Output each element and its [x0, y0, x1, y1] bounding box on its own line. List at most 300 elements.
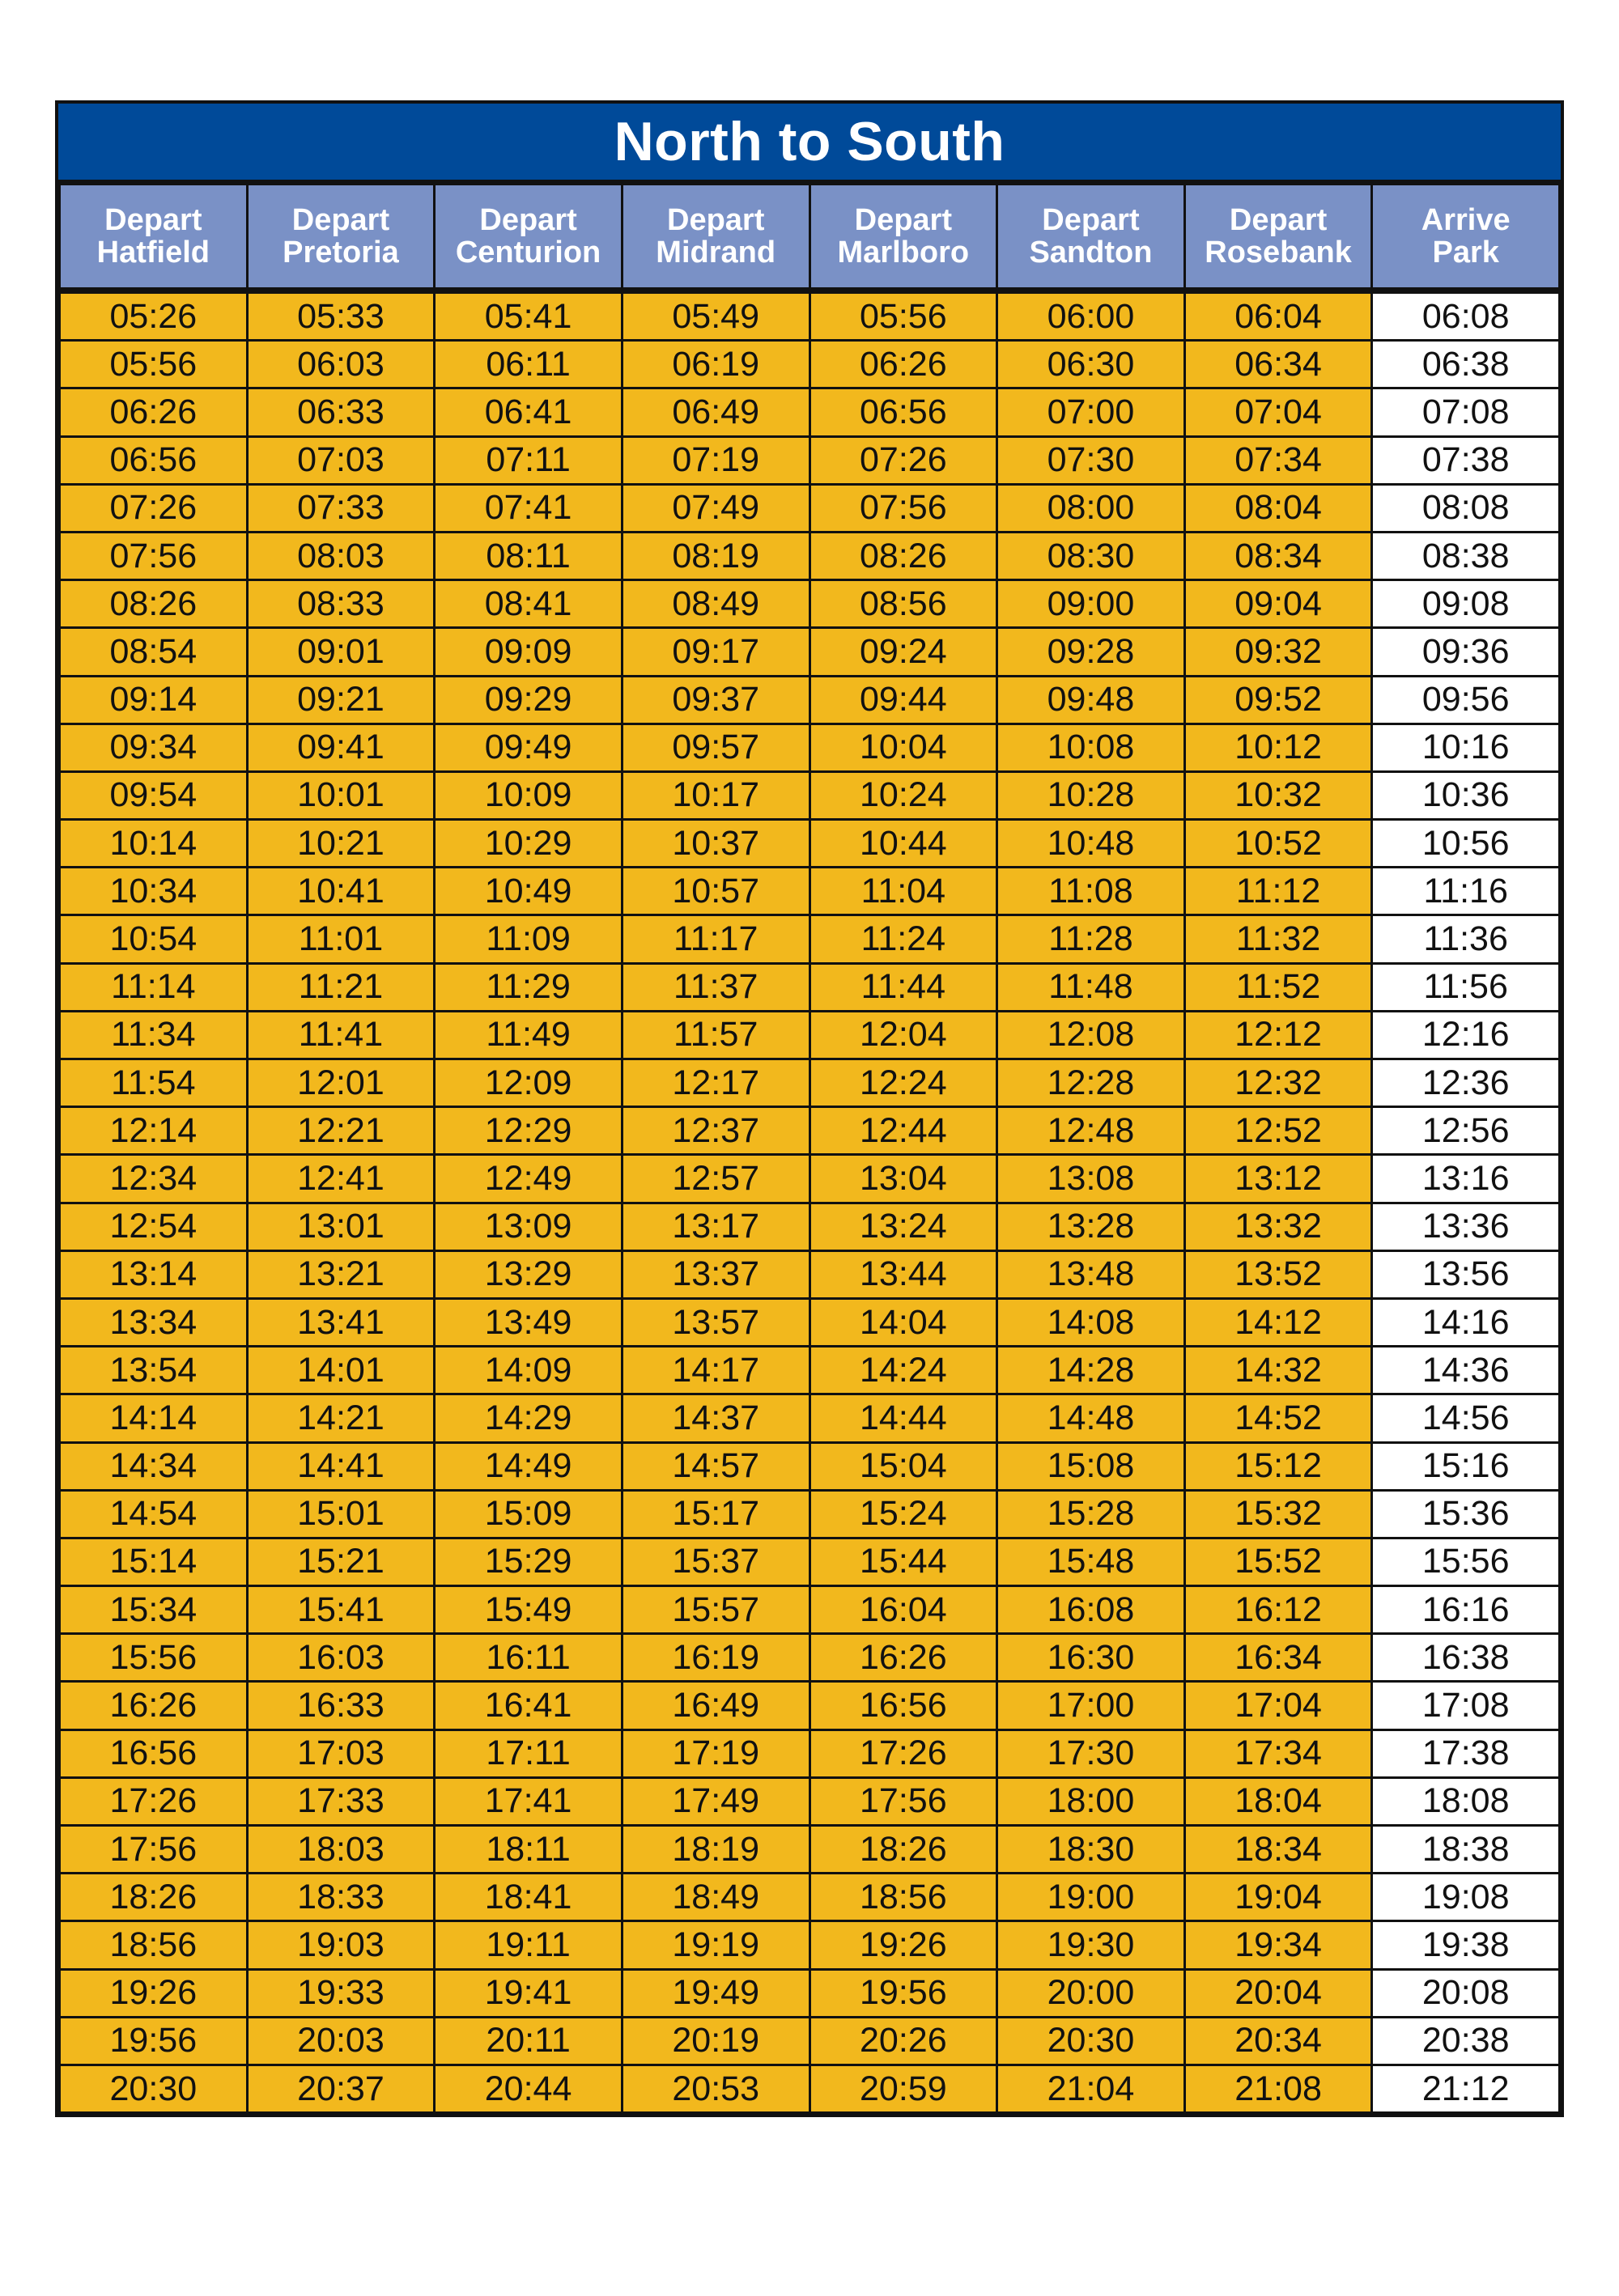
departure-time-cell: 19:26	[810, 1921, 997, 1969]
table-row	[60, 1969, 1560, 2017]
departure-time-cell: 09:37	[622, 676, 810, 724]
departure-time-cell: 15:48	[997, 1538, 1185, 1585]
departure-time-cell: 15:56	[60, 1634, 248, 1682]
departure-time-cell: 11:09	[435, 915, 623, 963]
arrival-time-cell: 15:16	[1372, 1442, 1560, 1490]
departure-time-cell: 13:32	[1184, 1203, 1372, 1250]
departure-time-cell: 11:48	[997, 963, 1185, 1011]
departure-time-cell: 17:41	[435, 1777, 623, 1825]
departure-time-cell: 12:14	[60, 1107, 248, 1155]
departure-time-cell: 11:52	[1184, 963, 1372, 1011]
departure-time-cell: 18:49	[622, 1874, 810, 1921]
departure-time-cell: 10:49	[435, 868, 623, 915]
arrival-time-cell: 15:56	[1372, 1538, 1560, 1585]
table-row	[60, 915, 1560, 963]
arrival-time-cell: 07:08	[1372, 388, 1560, 436]
departure-time-cell: 14:52	[1184, 1394, 1372, 1442]
table-row	[60, 580, 1560, 628]
departure-time-cell: 11:37	[622, 963, 810, 1011]
departure-time-cell: 18:41	[435, 1874, 623, 1921]
table-row	[60, 1059, 1560, 1107]
timetable-title: North to South	[58, 104, 1561, 183]
departure-time-cell: 11:01	[247, 915, 435, 963]
departure-time-cell: 20:26	[810, 2017, 997, 2065]
departure-time-cell: 09:44	[810, 676, 997, 724]
departure-time-cell: 13:49	[435, 1298, 623, 1346]
departure-time-cell: 16:03	[247, 1634, 435, 1682]
departure-time-cell: 13:08	[997, 1155, 1185, 1203]
departure-time-cell: 08:04	[1184, 484, 1372, 532]
departure-time-cell: 17:26	[60, 1777, 248, 1825]
departure-time-cell: 14:12	[1184, 1298, 1372, 1346]
departure-time-cell: 12:34	[60, 1155, 248, 1203]
departure-time-cell: 10:54	[60, 915, 248, 963]
table-row	[60, 1442, 1560, 1490]
table-row	[60, 484, 1560, 532]
departure-time-cell: 10:08	[997, 724, 1185, 771]
departure-time-cell: 16:19	[622, 1634, 810, 1682]
departure-time-cell: 08:54	[60, 628, 248, 676]
departure-time-cell: 09:17	[622, 628, 810, 676]
departure-time-cell: 12:21	[247, 1107, 435, 1155]
departure-time-cell: 10:48	[997, 820, 1185, 868]
departure-time-cell: 11:54	[60, 1059, 248, 1107]
departure-time-cell: 20:11	[435, 2017, 623, 2065]
departure-time-cell: 10:14	[60, 820, 248, 868]
departure-time-cell: 19:33	[247, 1969, 435, 2017]
arrival-time-cell: 12:36	[1372, 1059, 1560, 1107]
departure-time-cell: 19:03	[247, 1921, 435, 1969]
departure-time-cell: 17:30	[997, 1729, 1185, 1777]
departure-time-cell: 12:57	[622, 1155, 810, 1203]
table-row	[60, 771, 1560, 819]
departure-time-cell: 20:00	[997, 1969, 1185, 2017]
departure-time-cell: 09:00	[997, 580, 1185, 628]
departure-time-cell: 07:49	[622, 484, 810, 532]
arrival-time-cell: 21:12	[1372, 2065, 1560, 2112]
table-row	[60, 341, 1560, 388]
departure-time-cell: 09:57	[622, 724, 810, 771]
departure-time-cell: 05:41	[435, 291, 623, 341]
departure-time-cell: 18:56	[60, 1921, 248, 1969]
departure-time-cell: 10:37	[622, 820, 810, 868]
table-row	[60, 820, 1560, 868]
arrival-time-cell: 13:16	[1372, 1155, 1560, 1203]
departure-time-cell: 06:26	[60, 388, 248, 436]
departure-time-cell: 13:57	[622, 1298, 810, 1346]
departure-time-cell: 14:24	[810, 1347, 997, 1394]
departure-time-cell: 13:09	[435, 1203, 623, 1250]
departure-time-cell: 19:30	[997, 1921, 1185, 1969]
departure-time-cell: 16:41	[435, 1682, 623, 1729]
departure-time-cell: 19:26	[60, 1969, 248, 2017]
table-row	[60, 628, 1560, 676]
departure-time-cell: 10:04	[810, 724, 997, 771]
departure-time-cell: 15:14	[60, 1538, 248, 1585]
departure-time-cell: 16:08	[997, 1586, 1185, 1634]
departure-time-cell: 09:41	[247, 724, 435, 771]
departure-time-cell: 07:30	[997, 436, 1185, 484]
departure-time-cell: 10:12	[1184, 724, 1372, 771]
departure-time-cell: 13:37	[622, 1250, 810, 1298]
departure-time-cell: 12:48	[997, 1107, 1185, 1155]
arrival-time-cell: 19:38	[1372, 1921, 1560, 1969]
departure-time-cell: 20:34	[1184, 2017, 1372, 2065]
departure-time-cell: 11:49	[435, 1011, 623, 1059]
departure-time-cell: 08:56	[810, 580, 997, 628]
departure-time-cell: 19:19	[622, 1921, 810, 1969]
departure-time-cell: 07:19	[622, 436, 810, 484]
departure-time-cell: 06:03	[247, 341, 435, 388]
arrival-time-cell: 10:16	[1372, 724, 1560, 771]
arrival-time-cell: 17:08	[1372, 1682, 1560, 1729]
departure-time-cell: 21:08	[1184, 2065, 1372, 2112]
table-row	[60, 1250, 1560, 1298]
arrival-time-cell: 20:38	[1372, 2017, 1560, 2065]
departure-time-cell: 16:33	[247, 1682, 435, 1729]
departure-time-cell: 16:04	[810, 1586, 997, 1634]
departure-time-cell: 14:09	[435, 1347, 623, 1394]
departure-time-cell: 05:56	[60, 341, 248, 388]
table-row	[60, 1107, 1560, 1155]
arrival-time-cell: 20:08	[1372, 1969, 1560, 2017]
departure-time-cell: 09:04	[1184, 580, 1372, 628]
arrival-time-cell: 16:38	[1372, 1634, 1560, 1682]
departure-time-cell: 12:17	[622, 1059, 810, 1107]
table-row	[60, 676, 1560, 724]
table-row	[60, 291, 1560, 341]
departure-time-cell: 17:26	[810, 1729, 997, 1777]
departure-time-cell: 16:11	[435, 1634, 623, 1682]
column-header-line1: Depart	[479, 203, 577, 237]
departure-time-cell: 17:11	[435, 1729, 623, 1777]
departure-time-cell: 14:01	[247, 1347, 435, 1394]
departure-time-cell: 15:04	[810, 1442, 997, 1490]
departure-time-cell: 07:56	[810, 484, 997, 532]
table-row	[60, 436, 1560, 484]
departure-time-cell: 09:32	[1184, 628, 1372, 676]
arrival-time-cell: 18:38	[1372, 1826, 1560, 1874]
departure-time-cell: 17:00	[997, 1682, 1185, 1729]
departure-time-cell: 12:12	[1184, 1011, 1372, 1059]
departure-time-cell: 17:19	[622, 1729, 810, 1777]
departure-time-cell: 12:09	[435, 1059, 623, 1107]
departure-time-cell: 19:11	[435, 1921, 623, 1969]
departure-time-cell: 18:11	[435, 1826, 623, 1874]
departure-time-cell: 15:24	[810, 1490, 997, 1538]
departure-time-cell: 13:54	[60, 1347, 248, 1394]
table-row	[60, 1490, 1560, 1538]
departure-time-cell: 05:33	[247, 291, 435, 341]
departure-time-cell: 18:34	[1184, 1826, 1372, 1874]
departure-time-cell: 16:30	[997, 1634, 1185, 1682]
departure-time-cell: 06:19	[622, 341, 810, 388]
table-row	[60, 724, 1560, 771]
departure-time-cell: 06:41	[435, 388, 623, 436]
table-row	[60, 1586, 1560, 1634]
departure-time-cell: 13:29	[435, 1250, 623, 1298]
table-row	[60, 1203, 1560, 1250]
departure-time-cell: 13:12	[1184, 1155, 1372, 1203]
departure-time-cell: 19:49	[622, 1969, 810, 2017]
table-row	[60, 2017, 1560, 2065]
timetable	[55, 100, 1564, 2117]
table-row	[60, 963, 1560, 1011]
arrival-time-cell: 09:36	[1372, 628, 1560, 676]
departure-time-cell: 06:11	[435, 341, 623, 388]
arrival-time-cell: 17:38	[1372, 1729, 1560, 1777]
header-row	[60, 185, 1560, 291]
departure-time-cell: 14:54	[60, 1490, 248, 1538]
departure-time-cell: 10:44	[810, 820, 997, 868]
departure-time-cell: 07:41	[435, 484, 623, 532]
departure-time-cell: 08:11	[435, 532, 623, 579]
departure-time-cell: 18:19	[622, 1826, 810, 1874]
departure-time-cell: 17:56	[810, 1777, 997, 1825]
column-header-line2: Park	[1432, 236, 1499, 269]
departure-time-cell: 06:49	[622, 388, 810, 436]
departure-time-cell: 20:30	[60, 2065, 248, 2112]
departure-time-cell: 12:28	[997, 1059, 1185, 1107]
column-header-line1: Depart	[1229, 203, 1328, 237]
column-header-line2: Marlboro	[837, 236, 970, 269]
arrival-time-cell: 11:16	[1372, 868, 1560, 915]
departure-time-cell: 08:26	[60, 580, 248, 628]
departure-time-cell: 20:30	[997, 2017, 1185, 2065]
departure-time-cell: 08:19	[622, 532, 810, 579]
departure-time-cell: 11:24	[810, 915, 997, 963]
departure-time-cell: 06:56	[60, 436, 248, 484]
departure-time-cell: 13:44	[810, 1250, 997, 1298]
departure-time-cell: 08:26	[810, 532, 997, 579]
departure-time-cell: 14:57	[622, 1442, 810, 1490]
departure-time-cell: 14:14	[60, 1394, 248, 1442]
departure-time-cell: 12:52	[1184, 1107, 1372, 1155]
column-header-line1: Depart	[291, 203, 390, 237]
arrival-time-cell: 19:08	[1372, 1874, 1560, 1921]
table-row	[60, 1634, 1560, 1682]
departure-time-cell: 15:37	[622, 1538, 810, 1585]
departure-time-cell: 18:33	[247, 1874, 435, 1921]
column-header	[1372, 185, 1560, 291]
departure-time-cell: 14:04	[810, 1298, 997, 1346]
departure-time-cell: 06:34	[1184, 341, 1372, 388]
departure-time-cell: 11:17	[622, 915, 810, 963]
departure-time-cell: 20:53	[622, 2065, 810, 2112]
departure-time-cell: 08:33	[247, 580, 435, 628]
departure-time-cell: 19:41	[435, 1969, 623, 2017]
column-header-line1: Arrive	[1421, 203, 1511, 237]
column-header-line2: Centurion	[455, 236, 601, 269]
departure-time-cell: 14:44	[810, 1394, 997, 1442]
departure-time-cell: 13:52	[1184, 1250, 1372, 1298]
departure-time-cell: 12:01	[247, 1059, 435, 1107]
departure-time-cell: 17:03	[247, 1729, 435, 1777]
departure-time-cell: 17:56	[60, 1826, 248, 1874]
departure-time-cell: 13:01	[247, 1203, 435, 1250]
table-row	[60, 388, 1560, 436]
departure-time-cell: 08:00	[997, 484, 1185, 532]
departure-time-cell: 10:28	[997, 771, 1185, 819]
departure-time-cell: 09:09	[435, 628, 623, 676]
departure-time-cell: 11:08	[997, 868, 1185, 915]
departure-time-cell: 13:24	[810, 1203, 997, 1250]
arrival-time-cell: 14:56	[1372, 1394, 1560, 1442]
table-header	[60, 185, 1560, 291]
arrival-time-cell: 06:38	[1372, 341, 1560, 388]
departure-time-cell: 07:33	[247, 484, 435, 532]
departure-time-cell: 13:04	[810, 1155, 997, 1203]
departure-time-cell: 14:28	[997, 1347, 1185, 1394]
departure-time-cell: 13:17	[622, 1203, 810, 1250]
arrival-time-cell: 15:36	[1372, 1490, 1560, 1538]
departure-time-cell: 07:11	[435, 436, 623, 484]
departure-time-cell: 10:57	[622, 868, 810, 915]
table-row	[60, 532, 1560, 579]
column-header	[435, 185, 623, 291]
departure-time-cell: 15:44	[810, 1538, 997, 1585]
departure-time-cell: 11:34	[60, 1011, 248, 1059]
departure-time-cell: 12:54	[60, 1203, 248, 1250]
table-row	[60, 1826, 1560, 1874]
column-header-line2: Rosebank	[1205, 236, 1352, 269]
departure-time-cell: 15:49	[435, 1586, 623, 1634]
departure-time-cell: 18:00	[997, 1777, 1185, 1825]
table-row	[60, 2065, 1560, 2112]
departure-time-cell: 09:24	[810, 628, 997, 676]
arrival-time-cell: 06:08	[1372, 291, 1560, 341]
arrival-time-cell: 11:36	[1372, 915, 1560, 963]
departure-time-cell: 06:56	[810, 388, 997, 436]
departure-time-cell: 19:56	[60, 2017, 248, 2065]
departure-time-cell: 09:21	[247, 676, 435, 724]
table-row	[60, 1729, 1560, 1777]
departure-time-cell: 07:26	[60, 484, 248, 532]
departure-time-cell: 06:00	[997, 291, 1185, 341]
arrival-time-cell: 09:08	[1372, 580, 1560, 628]
departure-time-cell: 08:34	[1184, 532, 1372, 579]
arrival-time-cell: 10:36	[1372, 771, 1560, 819]
departure-time-cell: 20:04	[1184, 1969, 1372, 2017]
departure-time-cell: 14:34	[60, 1442, 248, 1490]
departure-time-cell: 13:14	[60, 1250, 248, 1298]
table-row	[60, 1777, 1560, 1825]
departure-time-cell: 17:33	[247, 1777, 435, 1825]
table-row	[60, 1298, 1560, 1346]
departure-time-cell: 19:56	[810, 1969, 997, 2017]
departure-time-cell: 12:41	[247, 1155, 435, 1203]
column-header	[622, 185, 810, 291]
departure-time-cell: 18:04	[1184, 1777, 1372, 1825]
column-header	[247, 185, 435, 291]
departure-time-cell: 05:56	[810, 291, 997, 341]
departure-time-cell: 10:01	[247, 771, 435, 819]
column-header-line1: Depart	[1042, 203, 1140, 237]
departure-time-cell: 15:57	[622, 1586, 810, 1634]
column-header-line1: Depart	[667, 203, 765, 237]
departure-time-cell: 14:48	[997, 1394, 1185, 1442]
departure-time-cell: 15:29	[435, 1538, 623, 1585]
departure-time-cell: 08:30	[997, 532, 1185, 579]
arrival-time-cell: 18:08	[1372, 1777, 1560, 1825]
departure-time-cell: 14:21	[247, 1394, 435, 1442]
table-row	[60, 1394, 1560, 1442]
arrival-time-cell: 07:38	[1372, 436, 1560, 484]
departure-time-cell: 21:04	[997, 2065, 1185, 2112]
departure-time-cell: 11:41	[247, 1011, 435, 1059]
table-row	[60, 868, 1560, 915]
departure-time-cell: 16:56	[60, 1729, 248, 1777]
departure-time-cell: 06:30	[997, 341, 1185, 388]
arrival-time-cell: 14:36	[1372, 1347, 1560, 1394]
departure-time-cell: 09:34	[60, 724, 248, 771]
departure-time-cell: 15:41	[247, 1586, 435, 1634]
departure-time-cell: 11:44	[810, 963, 997, 1011]
arrival-time-cell: 09:56	[1372, 676, 1560, 724]
departure-time-cell: 13:21	[247, 1250, 435, 1298]
departure-time-cell: 05:49	[622, 291, 810, 341]
departure-time-cell: 09:52	[1184, 676, 1372, 724]
table-row	[60, 1155, 1560, 1203]
column-header-line2: Midrand	[656, 236, 776, 269]
departure-time-cell: 15:21	[247, 1538, 435, 1585]
departure-time-cell: 06:33	[247, 388, 435, 436]
departure-time-cell: 12:32	[1184, 1059, 1372, 1107]
departure-time-cell: 18:26	[60, 1874, 248, 1921]
departure-time-cell: 14:49	[435, 1442, 623, 1490]
departure-time-cell: 15:28	[997, 1490, 1185, 1538]
departure-time-cell: 15:34	[60, 1586, 248, 1634]
departure-time-cell: 18:03	[247, 1826, 435, 1874]
departure-time-cell: 19:00	[997, 1874, 1185, 1921]
arrival-time-cell: 13:36	[1372, 1203, 1560, 1250]
departure-time-cell: 12:44	[810, 1107, 997, 1155]
departure-time-cell: 20:19	[622, 2017, 810, 2065]
departure-time-cell: 07:34	[1184, 436, 1372, 484]
departure-time-cell: 09:14	[60, 676, 248, 724]
departure-time-cell: 13:48	[997, 1250, 1185, 1298]
departure-time-cell: 10:32	[1184, 771, 1372, 819]
departure-time-cell: 10:29	[435, 820, 623, 868]
departure-time-cell: 12:24	[810, 1059, 997, 1107]
arrival-time-cell: 08:38	[1372, 532, 1560, 579]
departure-time-cell: 10:24	[810, 771, 997, 819]
departure-time-cell: 20:59	[810, 2065, 997, 2112]
departure-time-cell: 15:32	[1184, 1490, 1372, 1538]
departure-time-cell: 10:41	[247, 868, 435, 915]
arrival-time-cell: 12:16	[1372, 1011, 1560, 1059]
table-row	[60, 1011, 1560, 1059]
departure-time-cell: 15:09	[435, 1490, 623, 1538]
column-header-line2: Hatfield	[96, 236, 210, 269]
departure-time-cell: 12:29	[435, 1107, 623, 1155]
departure-time-cell: 07:56	[60, 532, 248, 579]
column-header	[810, 185, 997, 291]
departure-time-cell: 11:21	[247, 963, 435, 1011]
table-row	[60, 1538, 1560, 1585]
column-header	[997, 185, 1185, 291]
column-header-line1: Depart	[854, 203, 952, 237]
departure-time-cell: 18:26	[810, 1826, 997, 1874]
departure-time-cell: 08:03	[247, 532, 435, 579]
departure-time-cell: 14:32	[1184, 1347, 1372, 1394]
departure-time-cell: 12:37	[622, 1107, 810, 1155]
departure-time-cell: 10:21	[247, 820, 435, 868]
departure-time-cell: 08:49	[622, 580, 810, 628]
arrival-time-cell: 10:56	[1372, 820, 1560, 868]
column-header	[1184, 185, 1372, 291]
departure-time-cell: 11:57	[622, 1011, 810, 1059]
